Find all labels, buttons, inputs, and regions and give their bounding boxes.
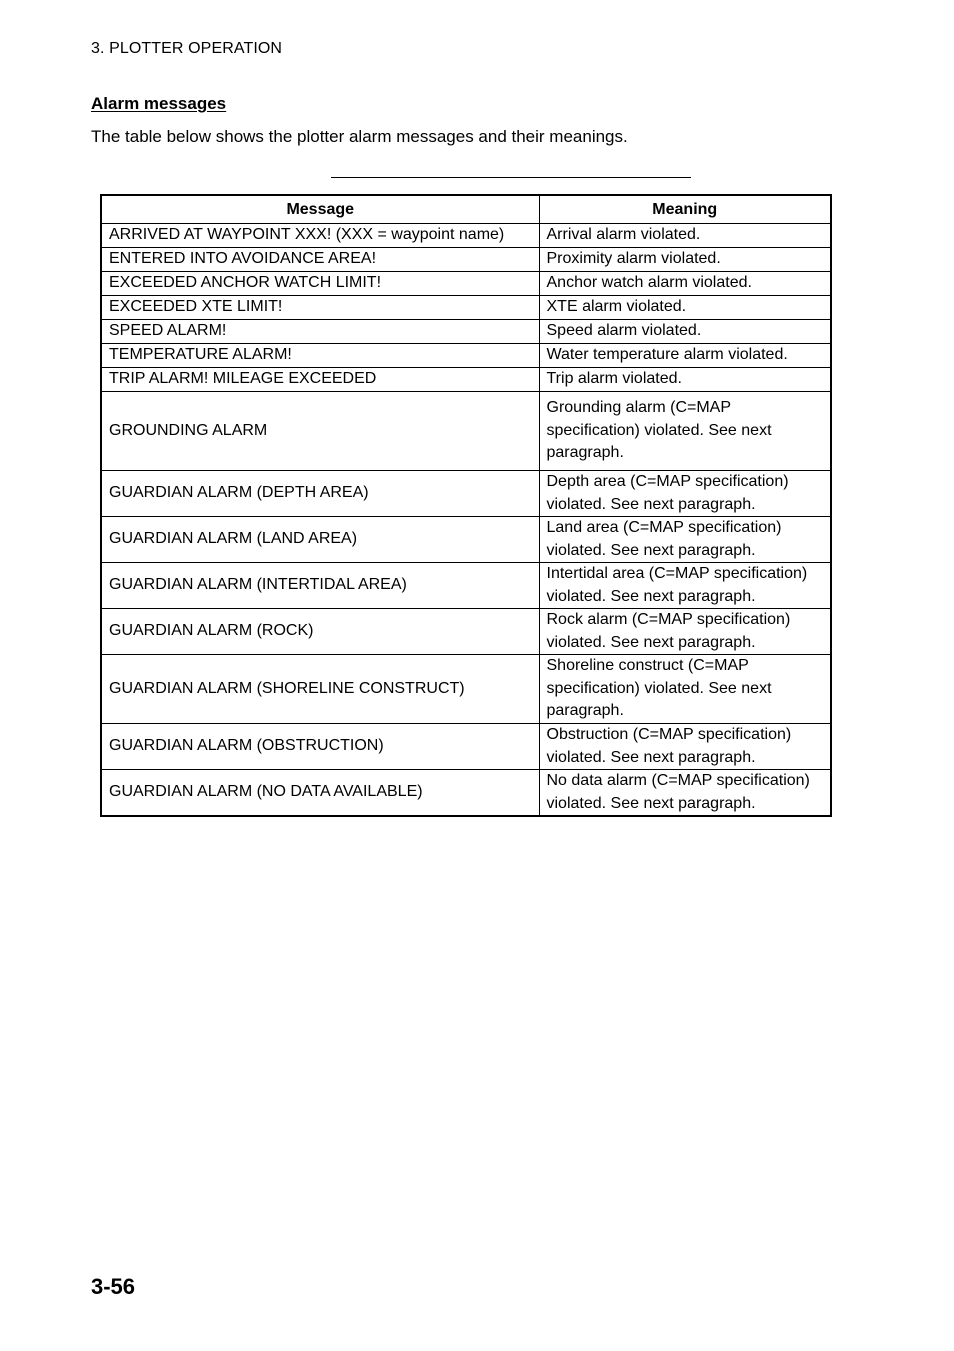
column-header-meaning: Meaning: [539, 195, 831, 224]
table-row: [101, 296, 831, 320]
alarm-meaning: Shoreline construct (C=MAP specification) violated. See next paragraph.: [539, 655, 831, 724]
alarm-meaning: XTE alarm violated.: [539, 296, 831, 320]
alarm-message: ARRIVED AT WAYPOINT XXX! (XXX = waypoint name): [101, 224, 539, 248]
table-row: [101, 320, 831, 344]
table-row: [101, 392, 831, 471]
alarm-message: GUARDIAN ALARM (DEPTH AREA): [101, 471, 539, 517]
alarm-message: SPEED ALARM!: [101, 320, 539, 344]
table-row: [101, 272, 831, 296]
alarm-messages-table: [100, 194, 832, 817]
intro-paragraph: The table below shows the plotter alarm messages and their meanings.: [91, 127, 628, 146]
alarm-meaning: Depth area (C=MAP specification) violated. See next paragraph.: [539, 471, 831, 517]
alarm-message: GUARDIAN ALARM (SHORELINE CONSTRUCT): [101, 655, 539, 724]
table-row: [101, 368, 831, 392]
alarm-meaning: Land area (C=MAP specification) violated. See next paragraph.: [539, 517, 831, 563]
alarm-meaning: Intertidal area (C=MAP specification) violated. See next paragraph.: [539, 563, 831, 609]
alarm-meaning: Obstruction (C=MAP specification) violated. See next paragraph.: [539, 724, 831, 770]
table-row: [101, 344, 831, 368]
table-row: [101, 224, 831, 248]
alarm-meaning: Rock alarm (C=MAP specification) violated. See next paragraph.: [539, 609, 831, 655]
alarm-message: GROUNDING ALARM: [101, 392, 539, 471]
alarm-meaning: No data alarm (C=MAP specification) violated. See next paragraph.: [539, 770, 831, 817]
table-row: [101, 655, 831, 724]
alarm-message: GUARDIAN ALARM (INTERTIDAL AREA): [101, 563, 539, 609]
alarm-meaning: Water temperature alarm violated.: [539, 344, 831, 368]
table-row: [101, 248, 831, 272]
alarm-meaning: Trip alarm violated.: [539, 368, 831, 392]
table-row: [101, 724, 831, 770]
alarm-message: ENTERED INTO AVOIDANCE AREA!: [101, 248, 539, 272]
running-header: 3. PLOTTER OPERATION: [91, 40, 283, 57]
alarm-meaning: Anchor watch alarm violated.: [539, 272, 831, 296]
table-caption-rule: [331, 177, 691, 178]
alarm-message: GUARDIAN ALARM (LAND AREA): [101, 517, 539, 563]
alarm-message: GUARDIAN ALARM (OBSTRUCTION): [101, 724, 539, 770]
alarm-message: TRIP ALARM! MILEAGE EXCEEDED: [101, 368, 539, 392]
alarm-meaning: Grounding alarm (C=MAP specification) violated. See next paragraph.: [539, 392, 831, 471]
alarm-message: EXCEEDED ANCHOR WATCH LIMIT!: [101, 272, 539, 296]
table-row: [101, 770, 831, 817]
alarm-message: GUARDIAN ALARM (NO DATA AVAILABLE): [101, 770, 539, 817]
table-body: [101, 224, 831, 817]
alarm-message: EXCEEDED XTE LIMIT!: [101, 296, 539, 320]
table-header-row: [101, 195, 831, 224]
table-row: [101, 609, 831, 655]
alarm-meaning: Proximity alarm violated.: [539, 248, 831, 272]
alarm-message: GUARDIAN ALARM (ROCK): [101, 609, 539, 655]
section-title: Alarm messages: [91, 94, 227, 113]
table-row: [101, 517, 831, 563]
alarm-message: TEMPERATURE ALARM!: [101, 344, 539, 368]
table-row: [101, 471, 831, 517]
page-number: 3-56: [91, 1274, 136, 1299]
table-row: [101, 563, 831, 609]
alarm-meaning: Arrival alarm violated.: [539, 224, 831, 248]
alarm-meaning: Speed alarm violated.: [539, 320, 831, 344]
column-header-message: Message: [101, 195, 539, 224]
